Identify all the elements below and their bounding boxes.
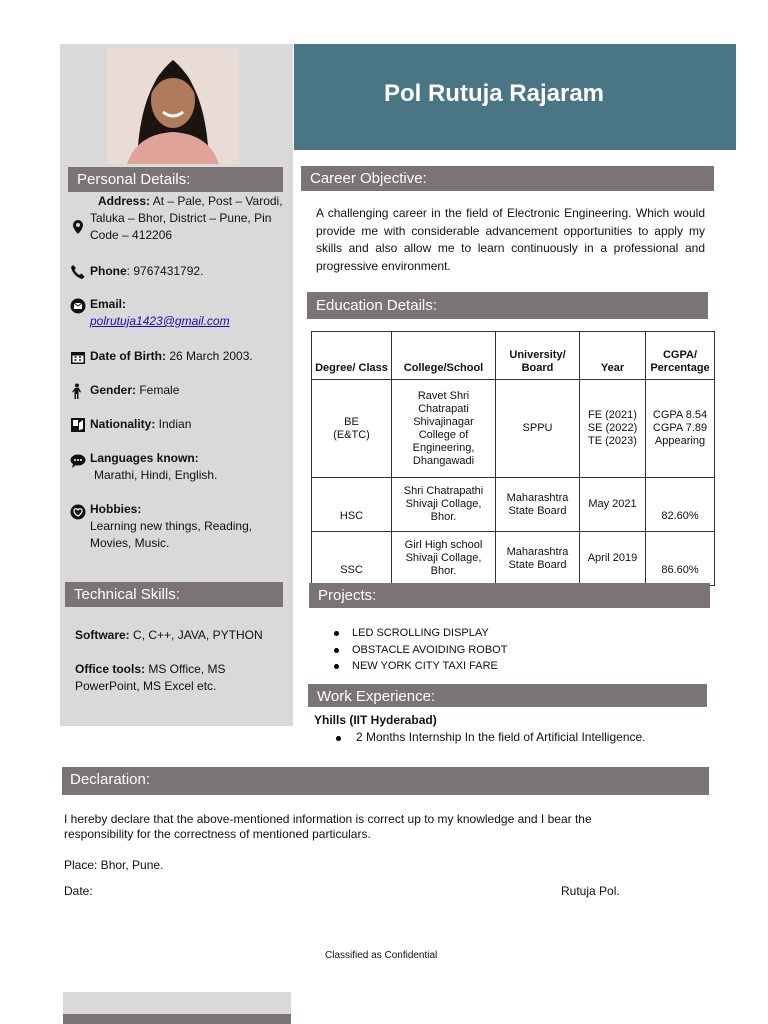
year-line: FE (2021) bbox=[588, 409, 637, 421]
projects-list bbox=[330, 625, 507, 675]
board-cell: SPPU bbox=[496, 380, 580, 478]
project-name: NEW YORK CITY TAXI FARE bbox=[352, 660, 498, 672]
speech-bubble-icon bbox=[70, 453, 86, 469]
project-name: LED SCROLLING DISPLAY bbox=[352, 627, 489, 639]
score-cell bbox=[646, 380, 715, 478]
footer-classification: Classified as Confidential bbox=[325, 950, 438, 961]
table-row bbox=[312, 380, 715, 478]
phone-value: : 9767431792. bbox=[126, 264, 204, 278]
software-label: Software: bbox=[75, 628, 130, 642]
email-label: Email: bbox=[90, 297, 127, 311]
map-flag-icon bbox=[70, 417, 86, 433]
nationality-label: Nationality: bbox=[90, 417, 156, 431]
board-cell: Maharashtra State Board bbox=[496, 478, 580, 532]
table-row bbox=[312, 532, 715, 586]
candidate-name: Pol Rutuja Rajaram bbox=[383, 80, 605, 107]
email-icon bbox=[70, 298, 86, 314]
table-header: University/ Board bbox=[496, 332, 580, 380]
college-cell: Ravet Shri Chatrapati Shivajinagar College of Engineering, Dhangawadi bbox=[392, 380, 496, 478]
hobbies-label: Hobbies: bbox=[90, 502, 142, 516]
profile-photo bbox=[107, 48, 239, 164]
year-line: TE (2023) bbox=[588, 435, 637, 447]
software-skills bbox=[75, 627, 275, 644]
email-item bbox=[70, 296, 285, 330]
person-icon bbox=[70, 383, 86, 399]
college-cell: Shri Chatrapathi Shivaji Collage, Bhor. bbox=[392, 478, 496, 532]
phone-item bbox=[70, 263, 285, 280]
board-cell: Maharashtra State Board bbox=[496, 532, 580, 586]
declaration-date: Date: bbox=[64, 884, 93, 898]
declaration-text: I hereby declare that the above-mentioned information is correct up to my knowledge and I bear the responsibility for the correctness of mentioned particulars. bbox=[64, 812, 592, 841]
list-item bbox=[352, 625, 507, 642]
score-line: CGPA 8.54 bbox=[652, 409, 708, 421]
personal-details-header: Personal Details: bbox=[68, 167, 283, 192]
degree-cell: BE (E&TC) bbox=[312, 380, 392, 478]
table-header: College/School bbox=[392, 332, 496, 380]
year-line: SE (2022) bbox=[587, 422, 638, 434]
work-item-text: 2 Months Internship In the field of Artificial Intelligence. bbox=[356, 730, 646, 744]
nationality-item bbox=[70, 416, 285, 433]
score-cell: 82.60% bbox=[646, 478, 715, 532]
table-header: Degree/ Class bbox=[312, 332, 392, 380]
office-value: MS Office, MS PowerPoint, MS Excel etc. bbox=[75, 662, 226, 693]
degree-cell: SSC bbox=[312, 532, 392, 586]
languages-label: Languages known: bbox=[90, 451, 199, 465]
phone-icon bbox=[70, 264, 86, 280]
location-pin-icon bbox=[70, 219, 86, 235]
list-item bbox=[352, 642, 507, 659]
office-label: Office tools: bbox=[75, 662, 146, 676]
work-experience-header: Work Experience: bbox=[308, 684, 707, 707]
signature-name: Rutuja Pol. bbox=[561, 884, 620, 898]
gender-value: Female bbox=[136, 383, 180, 397]
declaration-header: Declaration: bbox=[62, 767, 709, 795]
year-cell bbox=[580, 380, 646, 478]
work-item bbox=[356, 730, 646, 744]
address-label: Address: bbox=[98, 194, 151, 208]
phone-label: Phone bbox=[90, 264, 127, 278]
languages-item bbox=[70, 450, 285, 484]
hobbies-item bbox=[70, 501, 285, 552]
project-name: OBSTACLE AVOIDING ROBOT bbox=[352, 643, 508, 656]
college-cell: Girl High school Shivaji Collage, Bhor. bbox=[392, 532, 496, 586]
nationality-value: Indian bbox=[155, 417, 192, 431]
email-link[interactable]: polrutuja1423@gmail.com bbox=[90, 314, 230, 328]
score-cell: 86.60% bbox=[646, 532, 715, 586]
dob-item bbox=[70, 348, 285, 365]
projects-header: Projects: bbox=[309, 583, 710, 608]
year-cell: May 2021 bbox=[580, 478, 646, 532]
address-item bbox=[70, 193, 285, 244]
office-tools bbox=[75, 661, 275, 695]
table-header: CGPA/ Percentage bbox=[646, 332, 715, 380]
work-company: Yhills (IIT Hyderabad) bbox=[314, 713, 437, 727]
education-table-wrapper bbox=[311, 331, 715, 577]
calendar-icon bbox=[70, 349, 86, 365]
education-table bbox=[311, 331, 715, 586]
score-line: CGPA 7.89 bbox=[652, 422, 708, 434]
technical-skills-header: Technical Skills: bbox=[65, 582, 283, 607]
declaration-place: Place: Bhor, Pune. bbox=[64, 858, 164, 872]
gender-item bbox=[70, 382, 285, 399]
score-line: Appearing bbox=[654, 435, 706, 447]
next-page-section-bar bbox=[63, 1014, 291, 1024]
gender-label: Gender: bbox=[90, 383, 137, 397]
list-item bbox=[352, 658, 507, 675]
year-cell: April 2019 bbox=[580, 532, 646, 586]
hobbies-value: Learning new things, Reading, Movies, Music. bbox=[90, 519, 253, 550]
table-header: Year bbox=[580, 332, 646, 380]
software-value: C, C++, JAVA, PYTHON bbox=[129, 628, 263, 642]
education-header: Education Details: bbox=[307, 292, 708, 319]
address-value: At – Pale, Post – Varodi, Taluka – Bhor, District – Pune, Pin Code – 412206 bbox=[90, 194, 283, 242]
career-objective-text: A challenging career in the field of Electronic Engineering. Which would provide me with considerable advancement opportunities to apply my skills and also allow me to learn continuously in a professional and progressive environment. bbox=[316, 206, 705, 273]
languages-value: Marathi, Hindi, English. bbox=[94, 468, 218, 482]
dob-label: Date of Birth: bbox=[90, 349, 166, 363]
career-objective-header: Career Objective: bbox=[301, 166, 714, 191]
table-row bbox=[312, 478, 715, 532]
dob-value: 26 March 2003. bbox=[166, 349, 253, 363]
degree-cell: HSC bbox=[312, 478, 392, 532]
heart-circle-icon bbox=[70, 504, 86, 520]
